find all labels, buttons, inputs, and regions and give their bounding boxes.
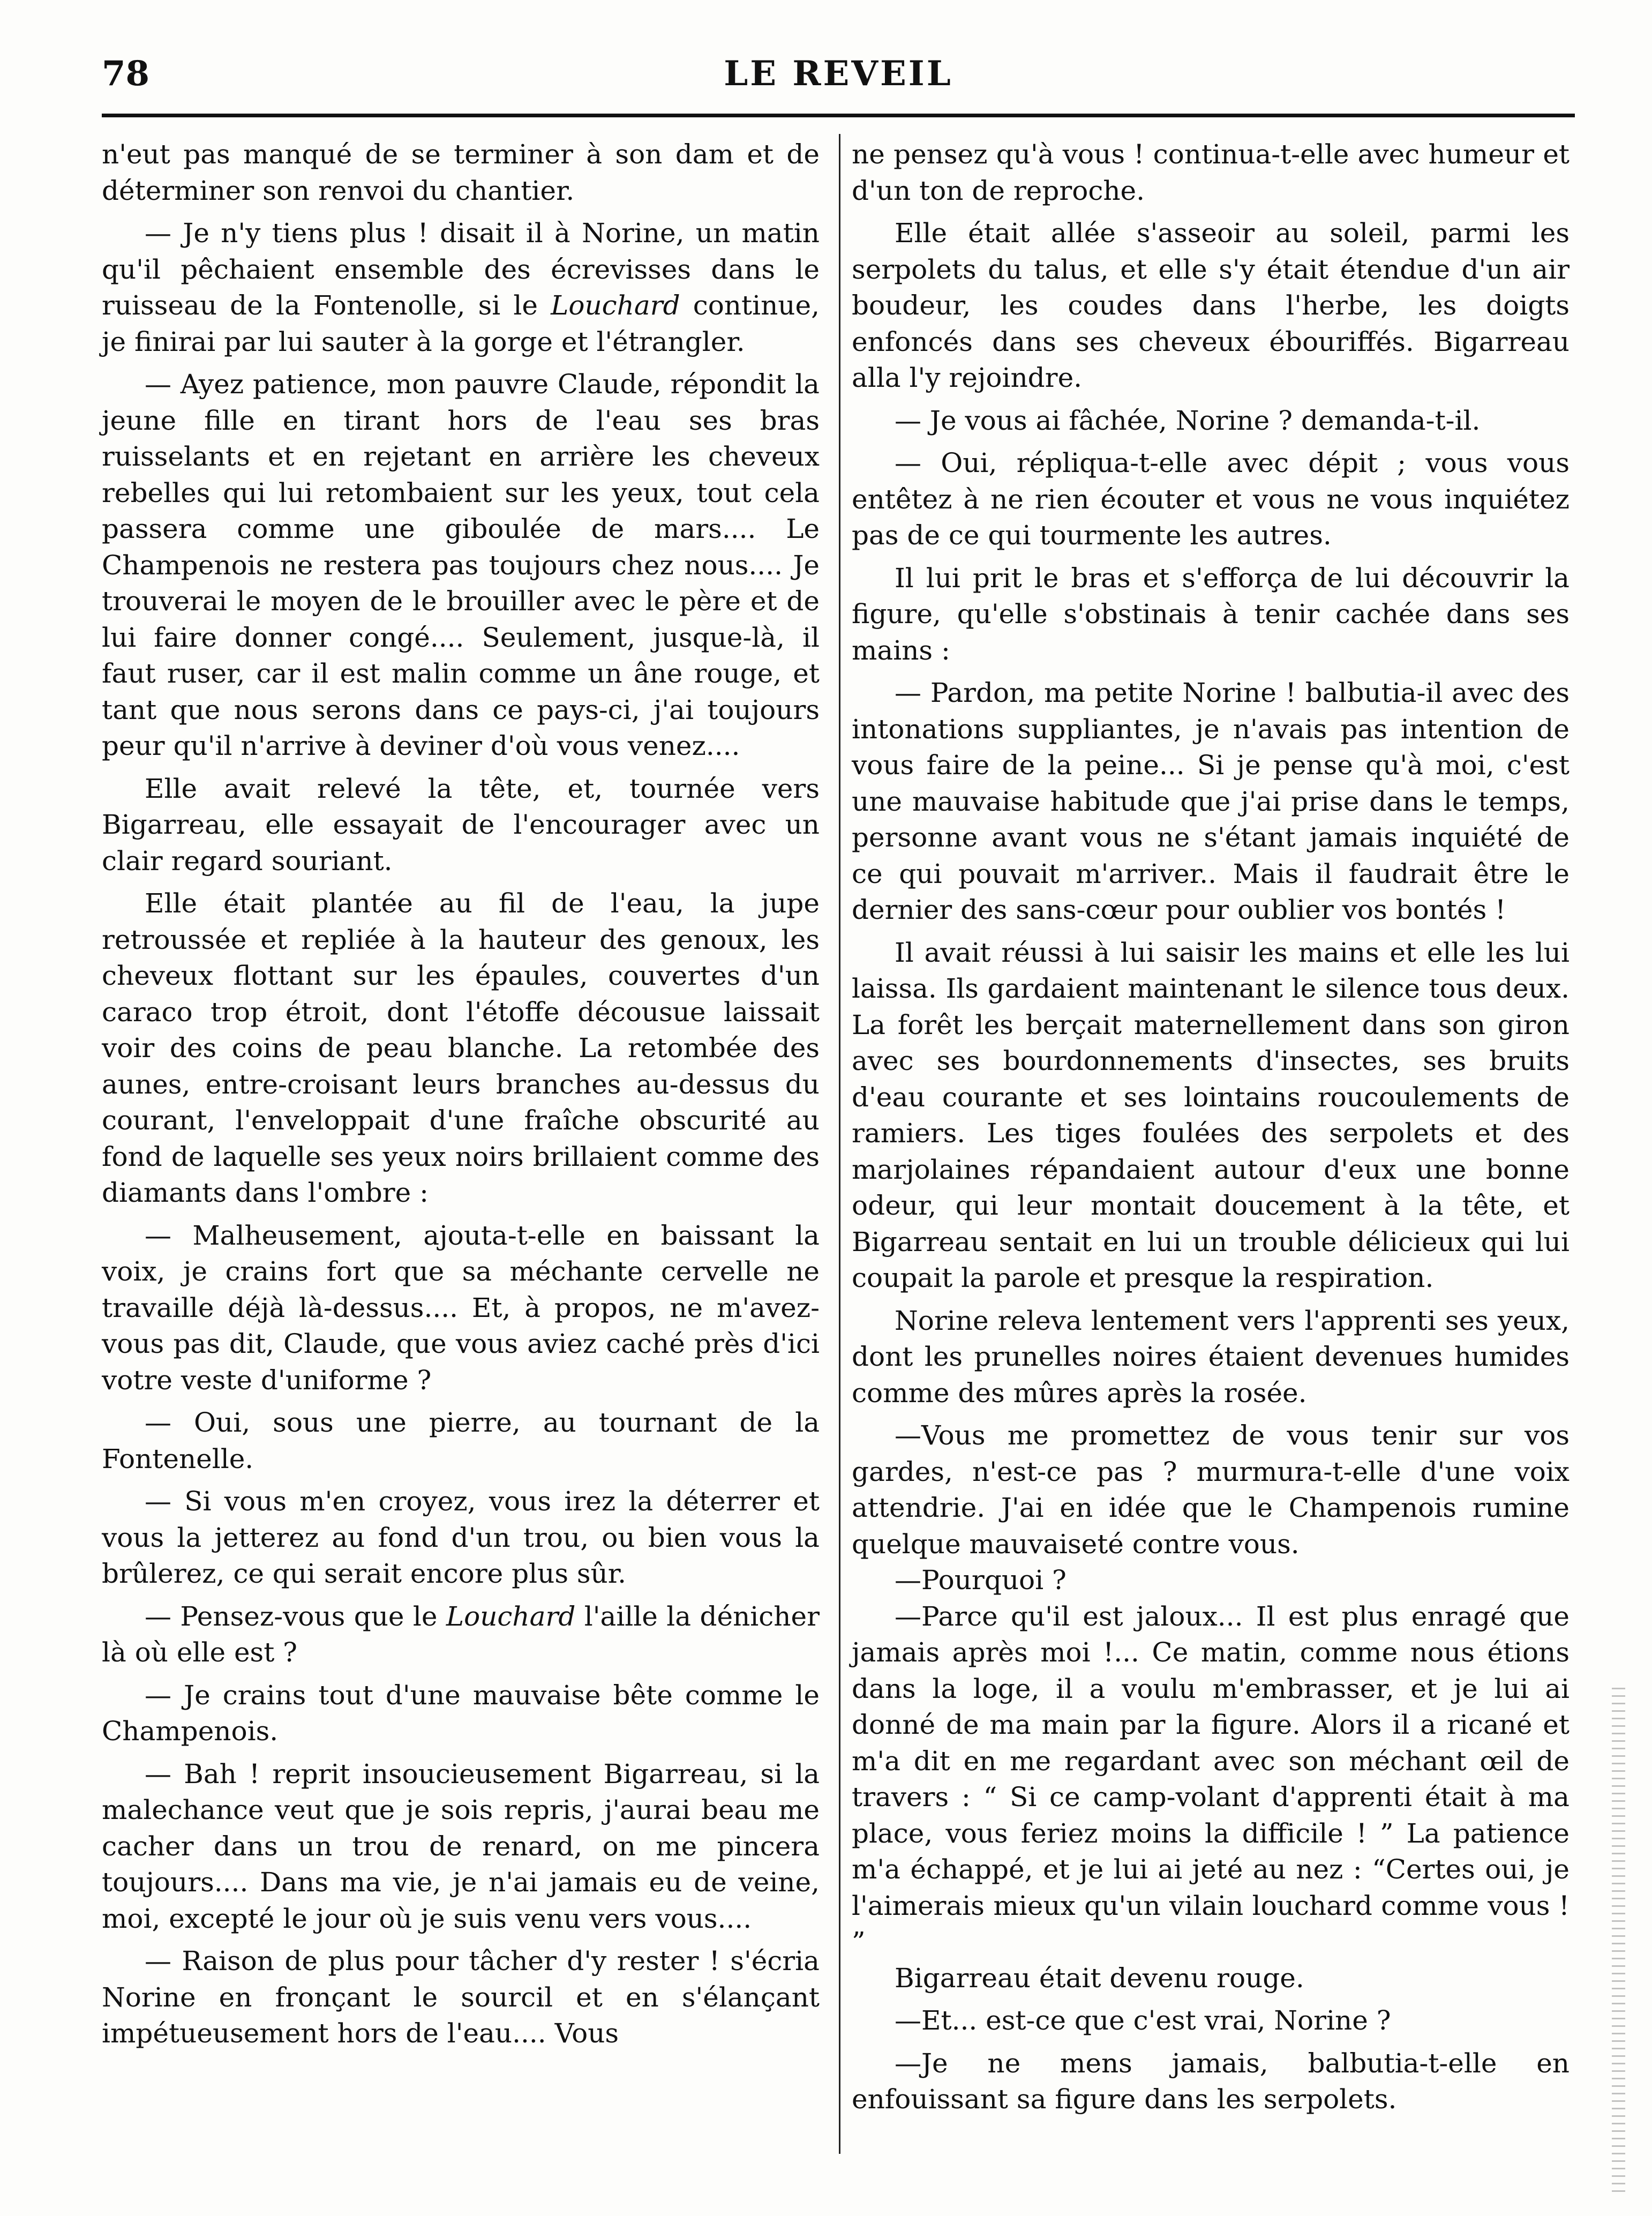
paragraph-text: Bigarreau était devenu rouge.	[895, 1962, 1304, 1994]
paragraph	[852, 445, 1570, 554]
paragraph-text: —Et... est-ce que c'est vrai, Norine ?	[895, 2005, 1391, 2036]
paragraph	[852, 215, 1570, 396]
paragraph-text: ne pensez qu'à vous ! continua-t-elle avec humeur et d'un ton de reproche.	[852, 139, 1570, 206]
paragraph	[852, 935, 1570, 1297]
paragraph-text-tail: continue, je finirai par lui sauter à la gorge et l'étrangler.	[102, 290, 820, 357]
journal-title: LE REVEIL	[724, 54, 953, 94]
right-column	[852, 137, 1570, 2118]
paragraph-text: — Je n'y tiens plus ! disait il à Norine, un matin qu'il pêchaient ensemble des écrevisses dans le ruisseau de la Fontenolle, si le	[102, 218, 820, 321]
header-rule	[102, 114, 1575, 117]
paragraph-text: — Pensez-vous que le	[145, 1600, 446, 1632]
page-number: 78	[102, 54, 150, 94]
paragraph-text: Norine releva lentement vers l'apprenti ses yeux, dont les prunelles noires étaient devenues humides comme des mûres après la rosée.	[852, 1305, 1570, 1409]
paragraph-text: — Je vous ai fâchée, Norine ? demanda-t-il.	[895, 405, 1481, 436]
paragraph	[102, 137, 820, 209]
paragraph	[102, 1484, 820, 1592]
paragraph-text: — Ayez patience, mon pauvre Claude, répondit la jeune fille en tirant hors de l'eau ses bras ruisselants et en rejetant en arrière les cheveux rebelles qui lui retombaient sur les yeux, tout cela passera comme une giboulée de mars.... Le Champenois ne restera pas toujours chez nous.... Je trouverai le moyen de le brouiller avec le père et de lui faire donner congé.... Seulement, jusque-là, il faut ruser, car il est malin comme un âne rouge, et tant que nous serons dans ce pays-ci, j'ai toujours peur qu'il n'arrive à deviner d'où vous venez....	[102, 369, 820, 761]
paragraph-text: — Si vous m'en croyez, vous irez la déterrer et vous la jetterez au fond d'un trou, ou bien vous la brûlerez, ce qui serait encore plus sûr.	[102, 1486, 820, 1589]
paragraph-text: — Je crains tout d'une mauvaise bête comme le Champenois.	[102, 1679, 820, 1747]
paragraph	[852, 1303, 1570, 1412]
paragraph	[852, 1960, 1570, 1997]
paragraph-text: —Vous me promettez de vous tenir sur vos gardes, n'est-ce pas ? murmura-t-elle d'une voix attendrie. J'ai en idée que le Champenois rumine quelque mauvaiseté contre vous.	[852, 1420, 1570, 1560]
paragraph	[102, 1943, 820, 2052]
paragraph-text: — Oui, répliqua-t-elle avec dépit ; vous vous entêtez à ne rien écouter et vous ne vous inquiétez pas de ce qui tourmente les autres.	[852, 447, 1570, 551]
italic-name: Louchard	[446, 1600, 576, 1632]
paragraph-text: Elle était plantée au fil de l'eau, la jupe retroussée et repliée à la hauteur des genoux, les cheveux flottant sur les épaules, couvertes d'un caraco trop étroit, dont l'étoffe décousue laissait voir des coins de peau blanche. La retombée des aunes, entre-croisant leurs branches au-dessus du courant, l'enveloppait d'une fraîche obscurité au fond de laquelle ses yeux noirs brillaient comme des diamants dans l'ombre :	[102, 888, 820, 1208]
page-header	[102, 48, 1575, 107]
paragraph	[102, 1599, 820, 1671]
italic-name: Louchard	[551, 290, 680, 321]
paragraph-text: —Pourquoi ?	[895, 1564, 1067, 1596]
paragraph	[852, 137, 1570, 209]
paragraph-text: — Bah ! reprit insoucieusement Bigarreau, si la malechance veut que je sois repris, j'aurai beau me cacher dans un trou de renard, on me pincera toujours.... Dans ma vie, je n'ai jamais eu de veine, moi, excepté le jour où je suis venu vers vous....	[102, 1758, 820, 1934]
paragraph-text-tail: l'aille la dénicher là où elle est ?	[102, 1600, 820, 1668]
paragraph-text: — Raison de plus pour tâcher d'y rester ! s'écria Norine en fronçant le sourcil et en s'élançant impétueusement hors de l'eau.... Vous	[102, 1945, 820, 2049]
paragraph-text: Elle était allée s'asseoir au soleil, parmi les serpolets du talus, et elle s'y était étendue d'un air boudeur, les coudes dans l'herbe, les doigts enfoncés dans ses cheveux ébouriffés. Bigarreau alla l'y rejoindre.	[852, 218, 1570, 393]
paragraph-text: Il lui prit le bras et s'efforça de lui découvrir la figure, qu'elle s'obstinais à tenir cachée dans ses mains :	[852, 562, 1570, 666]
paragraph-text: n'eut pas manqué de se terminer à son dam et de déterminer son renvoi du chantier.	[102, 139, 820, 206]
paragraph-text: — Oui, sous une pierre, au tournant de la Fontenelle.	[102, 1407, 820, 1474]
paragraph-text: — Malheusement, ajouta-t-elle en baissant la voix, je crains fort que sa méchante cervelle ne travaille déjà là-dessus.... Et, à propos, ne m'avez-vous pas dit, Claude, que vous aviez caché près d'ici votre veste d'uniforme ?	[102, 1219, 820, 1396]
paragraph-text: —Parce qu'il est jaloux... Il est plus enragé que jamais après moi !... Ce matin, comme nous étions dans la loge, il a voulu m'embrasser, et je lui ai donné de ma main par la figure. Alors il a ricané et m'a dit en me regardant avec son méchant œil de travers : “ Si ce camp-volant d'apprenti était à ma place, vous feriez moins la difficile ! ” La patience m'a échappé, et je lui ai jeté au nez : “Certes oui, je l'aimerais mieux qu'un vilain louchard comme vous ! ”	[852, 1600, 1570, 1957]
column-divider	[839, 134, 840, 2154]
paragraph	[102, 771, 820, 880]
scan-edge-artifact	[1612, 1688, 1625, 2197]
paragraph	[852, 560, 1570, 669]
paragraph-text: —Je ne mens jamais, balbutia-t-elle en enfouissant sa figure dans les serpolets.	[852, 2047, 1570, 2115]
paragraph	[852, 2046, 1570, 2118]
paragraph	[852, 403, 1570, 439]
paragraph	[102, 215, 820, 360]
paragraph	[102, 1405, 820, 1477]
paragraph	[102, 1218, 820, 1399]
paragraph	[852, 675, 1570, 929]
paragraph	[852, 1418, 1570, 1562]
paragraph-text: Il avait réussi à lui saisir les mains et elle les lui laissa. Ils gardaient maintenant le silence tous deux. La forêt les berçait maternellement dans son giron avec ses bourdonnements d'insectes, ses bruits d'eau courante et ses lointains roucoulements de ramiers. Les tiges foulées des serpolets et des marjolaines répandaient autour d'eux une bonne odeur, qui leur montait doucement à la tête, et Bigarreau sentait en lui un trouble délicieux qui lui coupait la parole et presque la respiration.	[852, 937, 1570, 1293]
paragraph	[852, 1562, 1570, 1599]
paragraph	[102, 1756, 820, 1937]
paragraph	[852, 2003, 1570, 2039]
paragraph-text: — Pardon, ma petite Norine ! balbutia-il avec des intonations suppliantes, je n'avais pas intention de vous faire de la peine... Si je pense qu'à moi, c'est une mauvaise habitude que j'ai prise dans le temps, personne avant vous ne s'étant jamais inquiété de ce qui pouvait m'arriver.. Mais il faudrait être le dernier des sans-cœur pour oublier vos bontés !	[852, 677, 1570, 925]
paragraph-text: Elle avait relevé la tête, et, tournée vers Bigarreau, elle essayait de l'encourager avec un clair regard souriant.	[102, 773, 820, 877]
left-column	[102, 137, 820, 2052]
paragraph	[852, 1599, 1570, 1960]
paragraph	[102, 366, 820, 765]
paragraph	[102, 1678, 820, 1750]
paragraph	[102, 886, 820, 1211]
